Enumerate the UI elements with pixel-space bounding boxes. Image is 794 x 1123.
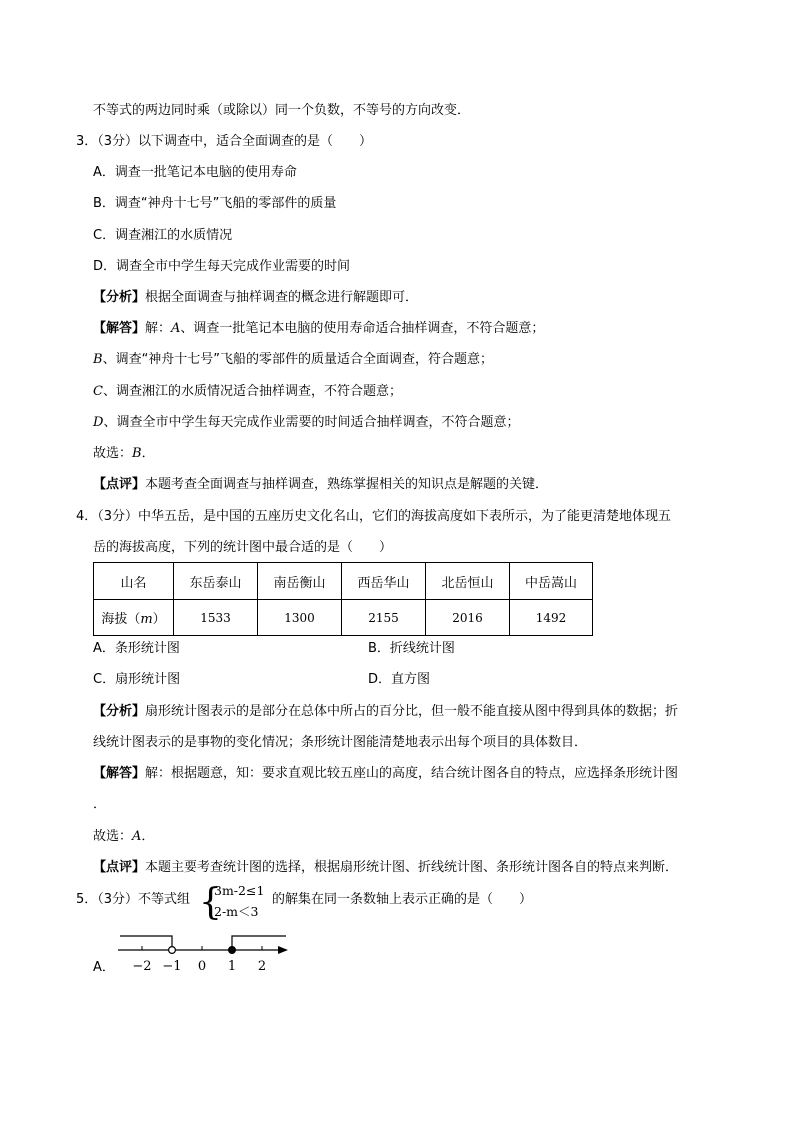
region-right-bracket	[232, 936, 286, 947]
q3-option-d: D．调查全市中学生每天完成作业需要的时间	[93, 259, 351, 274]
q4-option-b: B．折线统计图	[368, 641, 455, 656]
altitude-table	[93, 562, 593, 636]
answer-text: 、调查全市中学生每天完成作业需要的时间适合抽样调查，不符合题意；	[103, 415, 520, 430]
q2-conclusion: 不等式的两边同时乘（或除以）同一个负数，不等号的方向改变．	[93, 103, 471, 118]
answer-letter: A	[171, 321, 181, 336]
table-header-cell: 中岳嵩山	[510, 563, 593, 600]
table-row-label	[94, 600, 174, 636]
analysis-text: 扇形统计图表示的是部分在总体中所占的百分比，但一般不能直接从图中得到具体的数据；折	[145, 704, 679, 719]
q3-answer-c	[93, 383, 402, 401]
q4-stem-line2: 岳的海拔高度，下列的统计图中最合适的是（ ）	[93, 540, 393, 555]
answer-letter: B	[93, 352, 103, 367]
answer-letter: C	[93, 384, 103, 399]
q4-comment	[93, 859, 678, 877]
inequality-1: 3m-2≤1	[214, 883, 265, 898]
table-header-cell: 山名	[94, 563, 174, 600]
choice-prefix: 故选：	[93, 446, 133, 461]
row-label-prefix: 海拔（	[101, 612, 141, 627]
q5-stem-suffix: 的解集在同一条数轴上表示正确的是（ ）	[272, 892, 533, 907]
table-cell: 2155	[342, 600, 426, 636]
q3-answer-b	[93, 351, 493, 369]
answer-tag: 【解答】	[93, 766, 146, 781]
table-cell: 1300	[258, 600, 342, 636]
q5-stem-prefix: 5．（3分）不等式组	[76, 892, 191, 907]
q3-choice	[93, 445, 155, 463]
answer-text: 、调查“神舟十七号”飞船的零部件的质量适合全面调查，符合题意；	[102, 352, 494, 367]
q3-analysis	[93, 289, 418, 307]
system-brace: {	[199, 882, 222, 923]
table-header-cell: 西岳华山	[342, 563, 426, 600]
answer-text: 、调查一批笔记本电脑的使用寿命适合抽样调查，不符合题意；	[180, 321, 545, 336]
choice-letter: B	[132, 446, 142, 461]
q3-option-c: C．调查湘江的水质情况	[93, 228, 233, 243]
answer-text: 、调查湘江的水质情况适合抽样调查，不符合题意；	[102, 384, 402, 399]
choice-letter: A	[132, 829, 142, 844]
table-cell: 1533	[174, 600, 258, 636]
region-left-bracket	[120, 936, 172, 947]
comment-text: 本题主要考查统计图的选择，根据扇形统计图、折线统计图、条形统计图各自的特点来判断．	[145, 860, 679, 875]
axis-tick-label: −2	[132, 959, 152, 974]
analysis-tag: 【分析】	[93, 704, 146, 719]
comment-tag: 【点评】	[93, 477, 146, 492]
q4-analysis-line1	[93, 703, 678, 721]
axis-tick-label: 1	[227, 959, 237, 974]
q3-answer-a	[93, 320, 544, 338]
q3-option-b: B．调查“神舟十七号”飞船的零部件的质量	[93, 196, 337, 211]
q3-option-a: A．调查一批笔记本电脑的使用寿命	[93, 165, 297, 180]
inequality-2: 2-m＜3	[214, 904, 259, 919]
q4-analysis-line2: 线统计图表示的是事物的变化情况；条形统计图能清楚地表示出每个项目的具体数目．	[93, 735, 588, 750]
table-header-row	[94, 563, 593, 600]
answer-text: 解：根据题意，知：要求直观比较五座山的高度，结合统计图各自的特点，应选择条形统计图	[145, 766, 679, 781]
q4-answer-line1	[93, 765, 678, 783]
q3-stem: 3．（3分）以下调查中，适合全面调查的是（ ）	[76, 134, 373, 149]
choice-prefix: 故选：	[93, 829, 133, 844]
analysis-tag: 【分析】	[93, 290, 146, 305]
answer-intro: 解：	[145, 321, 172, 336]
comment-tag: 【点评】	[93, 860, 146, 875]
row-label-suffix: ）	[152, 612, 166, 627]
choice-end: ．	[141, 829, 155, 844]
q3-answer-d	[93, 414, 519, 432]
row-label-unit: m	[140, 612, 153, 627]
q4-option-d: D．直方图	[368, 672, 431, 687]
comment-text: 本题考查全面调查与抽样调查，熟练掌握相关的知识点是解题的关键．	[145, 477, 549, 492]
answer-tag: 【解答】	[93, 321, 146, 336]
table-header-cell: 东岳泰山	[174, 563, 258, 600]
axis-tick-label: 0	[197, 959, 207, 974]
analysis-text: 根据全面调查与抽样调查的概念进行解题即可．	[145, 290, 419, 305]
q5-option-a-label: A．	[93, 960, 115, 975]
q3-comment	[93, 476, 548, 494]
q4-stem-line1: 4．（3分）中华五岳，是中国的五座历史文化名山，它们的海拔高度如下表所示，为了能更清楚地体现五	[76, 509, 672, 524]
axis-tick-label: 2	[257, 959, 267, 974]
number-line	[110, 928, 300, 980]
q4-answer-line2: ．	[93, 797, 107, 812]
q4-option-c: C．扇形统计图	[93, 672, 181, 687]
table-header-cell: 南岳衡山	[258, 563, 342, 600]
choice-end: ．	[141, 446, 155, 461]
solid-point	[229, 947, 236, 954]
table-cell: 2016	[426, 600, 510, 636]
table-row	[94, 600, 593, 636]
answer-letter: D	[93, 415, 104, 430]
q4-choice	[93, 828, 154, 846]
axis-arrow	[278, 946, 288, 954]
table-header-cell: 北岳恒山	[426, 563, 510, 600]
table-cell: 1492	[510, 600, 593, 636]
q4-option-a: A．条形统计图	[93, 641, 180, 656]
axis-tick-label: −1	[162, 959, 182, 974]
open-circle-point	[169, 947, 176, 954]
